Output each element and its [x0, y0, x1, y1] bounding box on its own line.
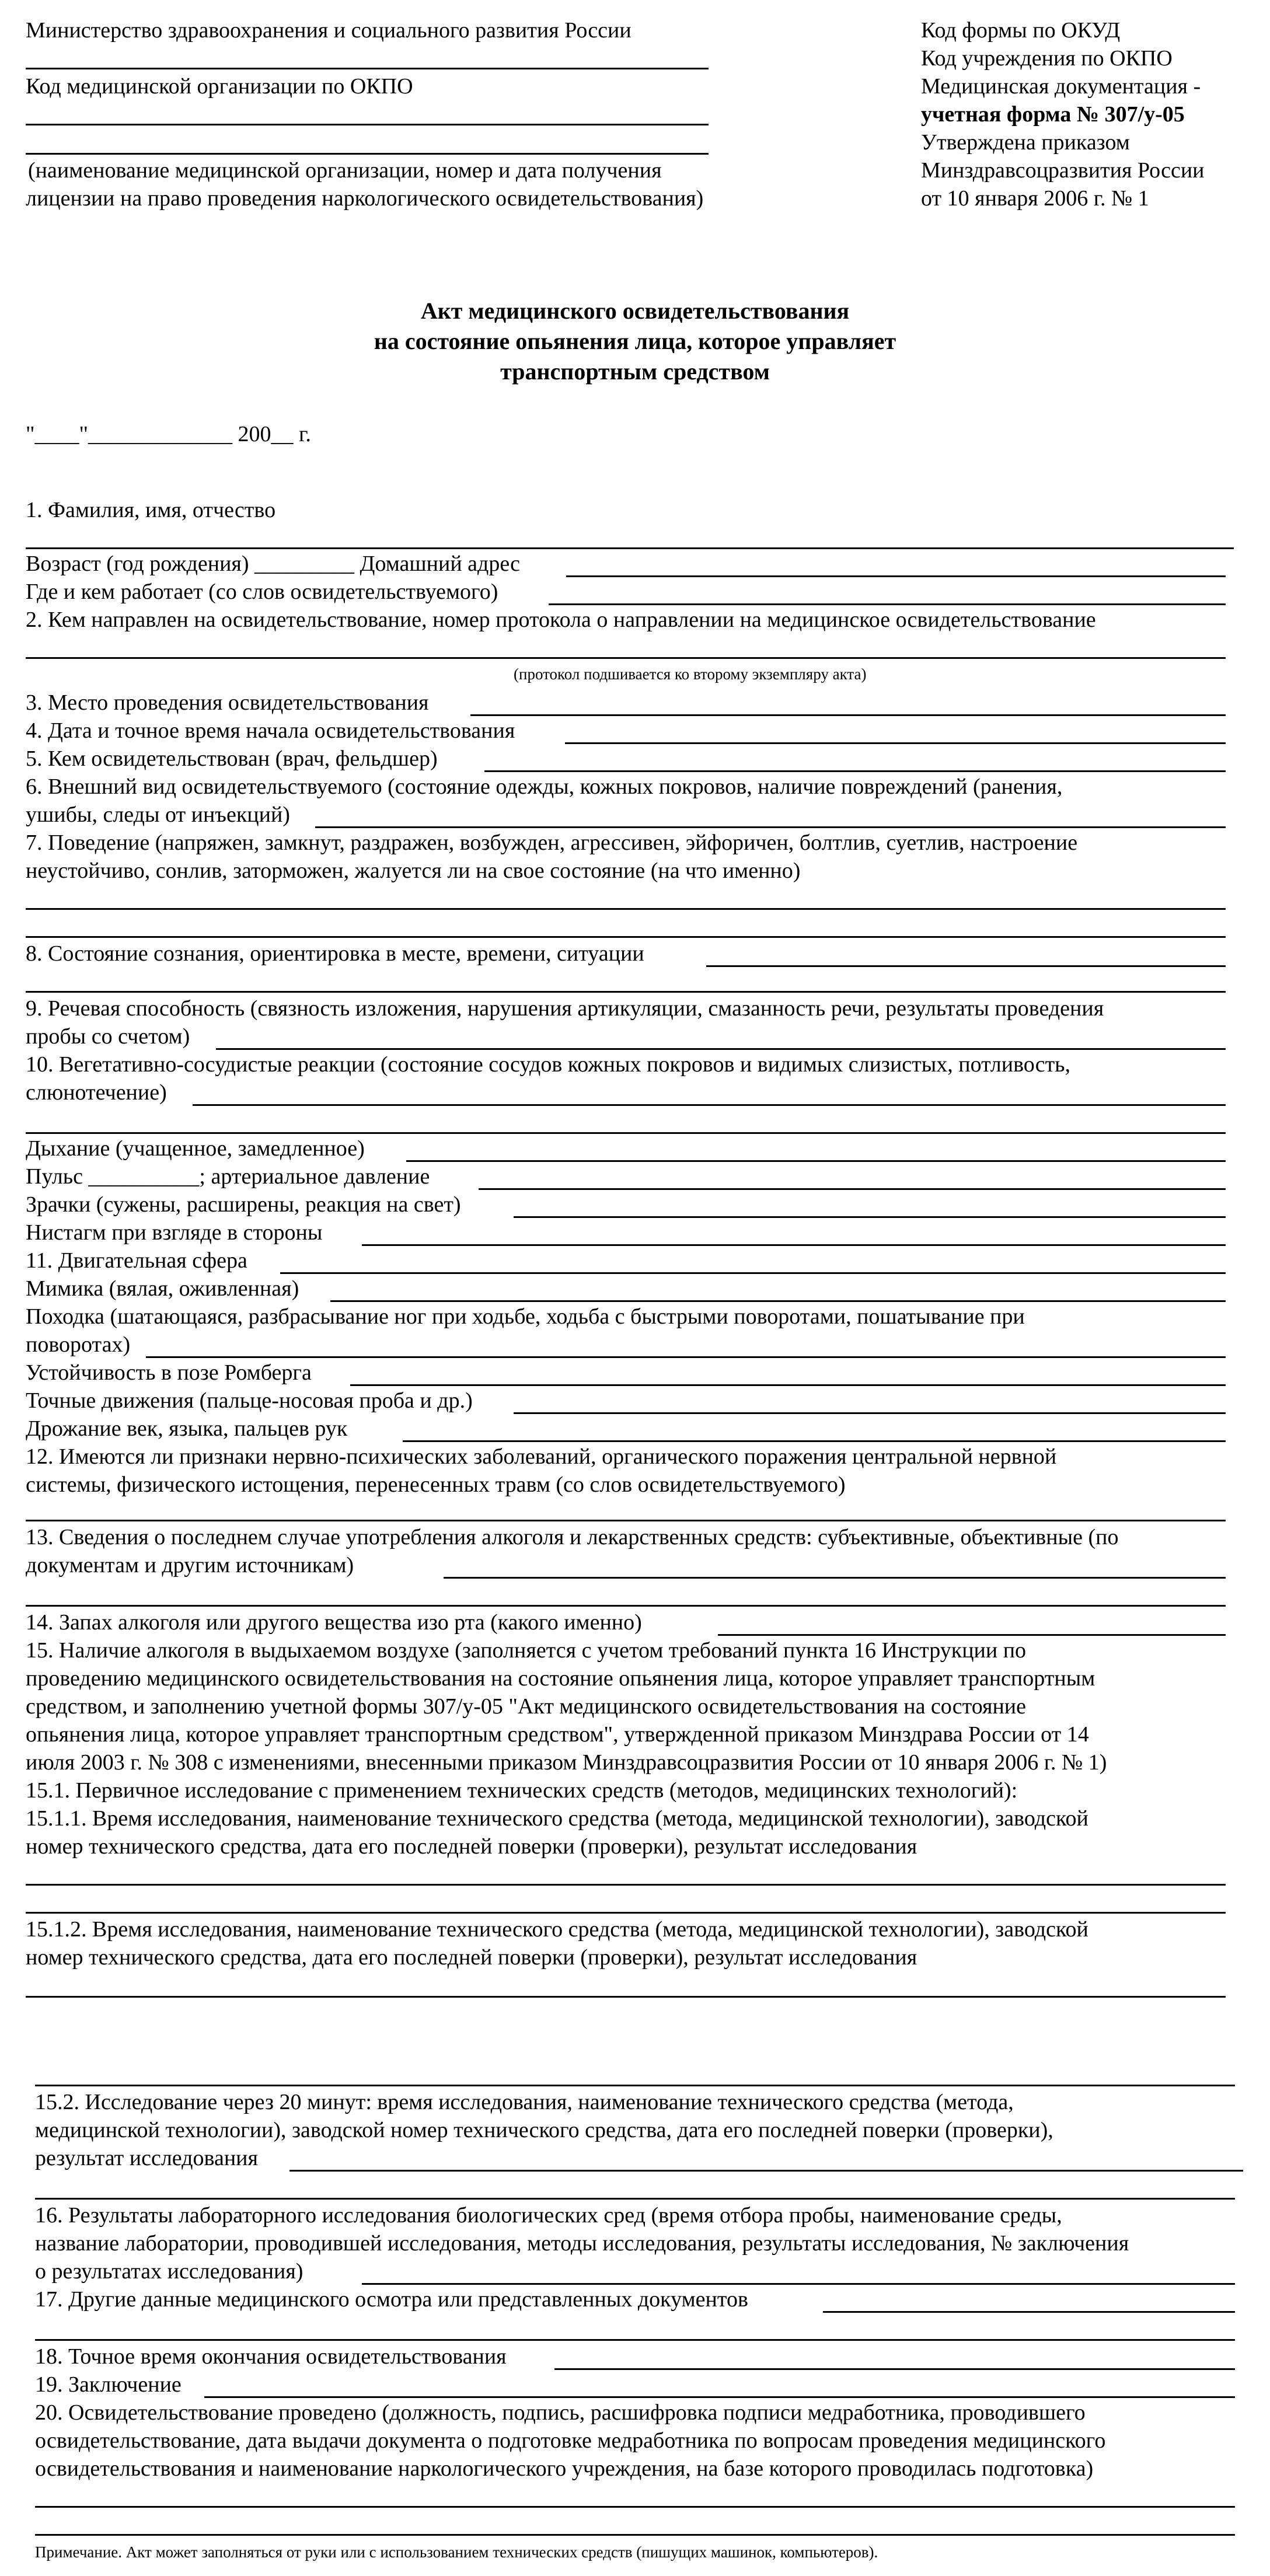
approval-date: от 10 января 2006 г. № 1 [921, 186, 1149, 211]
item-10-vegetative-cont: слюнотечение) [26, 1080, 167, 1105]
okud-code-label: Код формы по ОКУД [921, 18, 1121, 43]
item-15-1-2: 15.1.2. Время исследования, наименование технического средства (метода, медицинской технологии), заводской [26, 1917, 1088, 1942]
okpo-institution-label: Код учреждения по ОКПО [921, 46, 1173, 71]
pulse-pressure-label: Пульс __________; артериальное давление [26, 1164, 430, 1189]
item-15-cont-5: июля 2003 г. № 308 с изменениями, внесенными приказом Минздравсоцразвития России от 10 января 2006 г. № 1) [26, 1750, 1107, 1775]
item-15-breath-alcohol: 15. Наличие алкоголя в выдыхаемом воздухе (заполняется с учетом требований пункта 16 Инструкции по [26, 1638, 1027, 1663]
fill-line[interactable] [718, 1634, 1226, 1636]
item-9-speech-cont: пробы со счетом) [26, 1024, 190, 1049]
item-15-cont-4: опьянения лица, которое управляет транспортным средством", утвержденной приказом Минздрава России от 14 [26, 1722, 1089, 1747]
item-13-last-use: 13. Сведения о последнем случае употребления алкоголя и лекарственных средств: субъективные, объективные (по [26, 1525, 1119, 1549]
work-label: Где и кем работает (со слов освидетельствуемого) [26, 580, 498, 604]
ministry-name: Министерство здравоохранения и социального развития России [26, 18, 631, 43]
fill-line[interactable] [362, 1244, 1226, 1246]
fill-line[interactable] [406, 1160, 1226, 1162]
item-2-note: (протокол подшивается ко второму экземпляру акта) [514, 665, 867, 683]
okpo-code-label: Код медицинской организации по ОКПО [26, 74, 413, 99]
item-15-1-1-cont: номер технического средства, дата его последней поверки (проверки), результат исследования [26, 1834, 917, 1859]
fill-line[interactable] [204, 2396, 1235, 2398]
fill-line[interactable] [280, 1272, 1226, 1274]
org-caption-line1: (наименование медицинской организации, номер и дата получения [28, 158, 662, 183]
item-14-odor: 14. Запах алкоголя или другого вещества изо рта (какого именно) [26, 1610, 642, 1635]
mimic-label: Мимика (вялая, оживленная) [26, 1276, 299, 1301]
age-address-label: Возраст (год рождения) _________ Домашний адрес [26, 551, 521, 576]
fill-line[interactable] [26, 1912, 1226, 1914]
item-19-conclusion: 19. Заключение [35, 2372, 182, 2397]
item-4-start-time: 4. Дата и точное время начала освидетельствования [26, 718, 515, 743]
fill-line[interactable] [470, 714, 1226, 716]
fill-line[interactable] [350, 1384, 1226, 1386]
fill-line[interactable] [444, 1577, 1226, 1579]
fill-line[interactable] [566, 575, 1226, 577]
med-doc-label: Медицинская документация - [921, 74, 1201, 99]
fill-line[interactable] [193, 1104, 1226, 1106]
fill-line[interactable] [35, 2198, 1235, 2200]
breathing-label: Дыхание (учащенное, замедленное) [26, 1136, 365, 1161]
fill-line[interactable] [362, 2283, 1235, 2285]
fill-line[interactable] [26, 657, 1226, 659]
fill-line[interactable] [403, 1440, 1226, 1442]
fill-line[interactable] [565, 742, 1226, 744]
item-15-cont-2: проведению медицинского освидетельствования на состояние опьянения лица, которое управляет транспортным [26, 1666, 1095, 1691]
item-11-motor: 11. Двигательная сфера [26, 1248, 247, 1273]
item-15-2-repeat: 15.2. Исследование через 20 минут: время исследования, наименование технического средства (метода, [35, 2090, 1014, 2114]
fill-line[interactable] [26, 1996, 1226, 1998]
item-2-referral: 2. Кем направлен на освидетельствование, номер протокола о направлении на медицинское освидетельствование [26, 608, 1096, 632]
nystagmus-label: Нистагм при взгляде в стороны [26, 1220, 323, 1245]
item-15-2-cont-2: медицинской технологии), заводской номер технического средства, дата его последней поверки (проверки), [35, 2118, 1053, 2142]
fill-line[interactable] [26, 68, 709, 69]
item-8-consciousness: 8. Состояние сознания, ориентировка в месте, времени, ситуации [26, 941, 644, 966]
fill-line[interactable] [330, 1300, 1226, 1302]
fill-line[interactable] [549, 603, 1226, 605]
fill-line[interactable] [26, 908, 1226, 910]
fill-line[interactable] [35, 2506, 1235, 2508]
footnote: Примечание. Акт может заполняться от руки или с использованием технических средств (пишущих машинок, компьютеров). [35, 2543, 878, 2561]
item-12-neuro: 12. Имеются ли признаки нервно-психических заболеваний, органического поражения центральной нервной [26, 1444, 1057, 1469]
fill-line[interactable] [26, 1605, 1226, 1607]
item-17-other-data: 17. Другие данные медицинского осмотра или представленных документов [35, 2287, 748, 2312]
act-date[interactable]: "____"_____________ 200__ г. [26, 422, 311, 446]
fill-line[interactable] [26, 124, 709, 125]
item-5-examiner: 5. Кем освидетельствован (врач, фельдшер) [26, 746, 438, 771]
fill-line[interactable] [554, 2368, 1235, 2370]
document-title-line3: транспортным средством [500, 358, 770, 385]
item-16-lab-cont-3: о результатах исследования) [35, 2259, 303, 2284]
fill-line[interactable] [216, 1048, 1226, 1050]
item-12-neuro-cont: системы, физического истощения, перенесенных травм (со слов освидетельствуемого) [26, 1472, 846, 1497]
item-15-cont-3: средством, и заполнению учетной формы 307/у-05 "Акт медицинского освидетельствования на состояние [26, 1694, 1027, 1719]
item-20-cont-3: освидетельствования и наименование наркологического учреждения, на базе которого проводилась подготовка) [35, 2456, 1094, 2481]
approved-label: Утверждена приказом [921, 130, 1130, 155]
fill-line[interactable] [823, 2311, 1235, 2313]
fill-line[interactable] [26, 936, 1226, 938]
item-7-behavior-cont: неустойчиво, сонлив, заторможен, жалуется ли на свое состояние (на что именно) [26, 858, 801, 883]
item-16-lab: 16. Результаты лабораторного исследования биологических сред (время отбора пробы, наименование среды, [35, 2203, 1062, 2228]
item-7-behavior: 7. Поведение (напряжен, замкнут, раздражен, возбужден, агрессивен, эйфоричен, болтлив, суетлив, настроение [26, 830, 1078, 855]
fill-line[interactable] [35, 2339, 1235, 2341]
pupils-label: Зрачки (сужены, расширены, реакция на свет) [26, 1192, 461, 1217]
fill-line[interactable] [315, 826, 1226, 828]
document-title-line1: Акт медицинского освидетельствования [420, 298, 850, 324]
item-15-2-cont-3: результат исследования [35, 2146, 258, 2170]
form-number: учетная форма № 307/у-05 [921, 102, 1185, 127]
fill-line[interactable] [706, 965, 1226, 967]
org-caption-line2: лицензии на право проведения наркологического освидетельствования) [26, 186, 704, 211]
precise-movements-label: Точные движения (пальце-носовая проба и др.) [26, 1388, 473, 1413]
fill-line[interactable] [35, 2085, 1235, 2086]
fill-line[interactable] [26, 153, 709, 155]
item-18-end-time: 18. Точное время окончания освидетельствования [35, 2344, 507, 2369]
item-15-1-primary: 15.1. Первичное исследование с применением технических средств (методов, медицинских технологий): [26, 1778, 1018, 1803]
item-6-appearance: 6. Внешний вид освидетельствуемого (состояние одежды, кожных покровов, наличие повреждений (ранения, [26, 774, 1063, 799]
fill-line[interactable] [514, 1216, 1226, 1218]
fill-line[interactable] [289, 2170, 1243, 2172]
fill-line[interactable] [146, 1356, 1226, 1358]
item-15-1-2-cont: номер технического средства, дата его последней поверки (проверки), результат исследования [26, 1945, 917, 1970]
fill-line[interactable] [514, 1412, 1226, 1414]
item-20-cont-2: освидетельствование, дата выдачи документа о подготовке медработника по вопросам проведения медицинского [35, 2428, 1106, 2453]
fill-line[interactable] [479, 1188, 1226, 1190]
tremor-label: Дрожание век, языка, пальцев рук [26, 1416, 348, 1441]
fill-line[interactable] [26, 1132, 1226, 1134]
item-16-lab-cont-2: название лаборатории, проводившей исследования, методы исследования, результаты исследования, № заключения [35, 2231, 1129, 2256]
fill-line[interactable] [484, 770, 1226, 772]
item-3-place: 3. Место проведения освидетельствования [26, 690, 429, 715]
item-20-conducted-by: 20. Освидетельствование проведено (должность, подпись, расшифровка подписи медработника, проводившего [35, 2400, 1086, 2425]
item-13-last-use-cont: документам и другим источникам) [26, 1553, 354, 1577]
romberg-label: Устойчивость в позе Ромберга [26, 1360, 312, 1385]
fill-line[interactable] [26, 1520, 1226, 1521]
gait-label-cont: поворотах) [26, 1332, 131, 1357]
document-title-line2: на состояние опьянения лица, которое управляет [374, 328, 896, 354]
fill-line[interactable] [26, 547, 1234, 549]
item-15-1-1: 15.1.1. Время исследования, наименование технического средства (метода, медицинской технологии), заводской [26, 1806, 1088, 1831]
item-9-speech: 9. Речевая способность (связность изложения, нарушения артикуляции, смазанность речи, результаты проведения [26, 996, 1104, 1021]
ministry-approval: Минздравсоцразвития России [921, 158, 1205, 183]
gait-label: Походка (шатающаяся, разбрасывание ног при ходьбе, ходьба с быстрыми поворотами, пошатывание при [26, 1304, 1025, 1329]
fill-line[interactable] [26, 991, 1226, 993]
fill-line[interactable] [35, 2534, 1235, 2536]
item-10-vegetative: 10. Вегетативно-сосудистые реакции (состояние сосудов кожных покровов и видимых слизистых, потливость, [26, 1052, 1071, 1077]
item-1-fio: 1. Фамилия, имя, отчество [26, 498, 276, 522]
fill-line[interactable] [26, 1884, 1226, 1886]
item-6-appearance-cont: ушибы, следы от инъекций) [26, 802, 290, 827]
